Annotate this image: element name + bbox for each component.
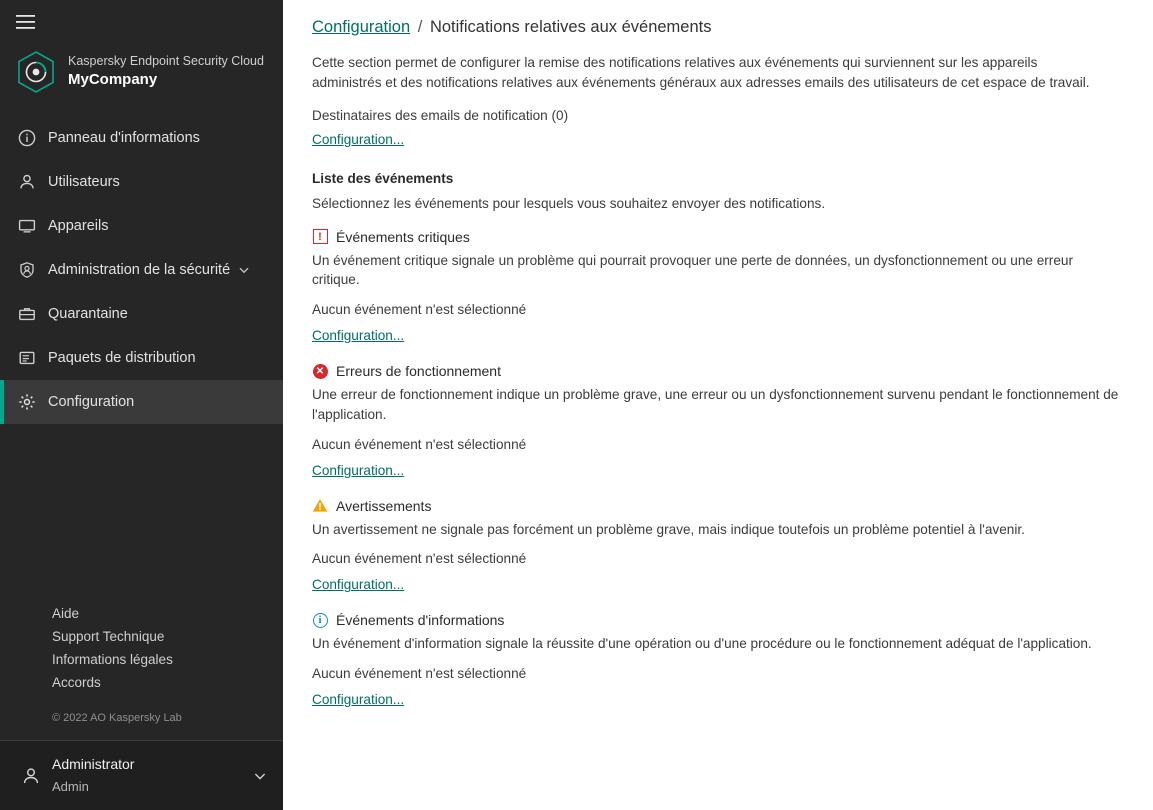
link-agreements[interactable]: Accords [52, 675, 101, 690]
sidebar-item-label: Quarantaine [48, 306, 128, 322]
sidebar [0, 0, 283, 810]
event-header [312, 612, 1129, 628]
warning-triangle-icon [312, 498, 328, 514]
event-name: Avertissements [336, 497, 432, 514]
event-status: Aucun événement n'est sélectionné [312, 666, 527, 681]
kaspersky-logo-icon [14, 50, 58, 94]
critical-event-glyph: ! [313, 229, 328, 244]
link-technical-support[interactable]: Support Technique [52, 629, 165, 644]
brand-block [0, 44, 283, 112]
user-icon [18, 173, 44, 191]
breadcrumb-separator: / [417, 18, 423, 36]
info-event-glyph: i [313, 613, 328, 628]
event-configure-link[interactable]: Configuration... [312, 692, 405, 707]
event-description: Un événement d'information signale la réussite d'une opération ou d'une procédure ou le fonctionnement adéquat de l'application. [312, 636, 1092, 652]
monitor-icon [18, 217, 44, 235]
event-description: Un avertissement ne signale pas forcément un problème grave, mais indique toutefois un problème potentiel à l'avenir. [312, 521, 1025, 537]
account-name: Administrator [52, 755, 135, 772]
sidebar-item-security-management[interactable] [0, 248, 283, 292]
event-group-informational [312, 612, 1129, 709]
event-description: Un événement critique signale un problème qui pourrait provoquer une perte de données, un dysfonctionnement ou une erreur critique. [312, 252, 1073, 288]
event-configure-link[interactable]: Configuration... [312, 577, 405, 593]
critical-event-icon [312, 229, 328, 245]
event-status: Aucun événement n'est sélectionné [312, 551, 527, 567]
event-name: Événements critiques [336, 228, 470, 245]
breadcrumb-configuration-link[interactable]: Configuration [312, 18, 411, 36]
event-configure-link[interactable]: Configuration... [312, 462, 405, 478]
recipients-label: Destinataires des emails de notification (0) [312, 107, 569, 123]
chevron-down-icon [238, 264, 250, 276]
account-menu[interactable] [0, 740, 283, 810]
user-avatar-icon [18, 766, 44, 786]
event-status: Aucun événement n'est sélectionné [312, 436, 527, 452]
package-icon [18, 349, 44, 367]
events-section-subtitle: Sélectionnez les événements pour lesquels vous souhaitez envoyer des notifications. [312, 195, 826, 211]
info-event-icon [312, 612, 328, 628]
event-group-critical [312, 229, 1129, 345]
functional-error-glyph: ✕ [313, 364, 328, 379]
gear-icon [18, 393, 44, 411]
breadcrumb [312, 18, 1129, 37]
sidebar-item-label: Panneau d'informations [48, 130, 200, 146]
sidebar-item-label: Appareils [48, 218, 109, 234]
sidebar-item-quarantine[interactable] [0, 292, 283, 336]
event-name: Événements d'informations [336, 612, 505, 629]
briefcase-icon [18, 305, 44, 323]
brand-product: Kaspersky Endpoint Security Cloud [68, 54, 264, 69]
account-role: Admin [52, 778, 89, 794]
copyright-text: © 2022 AO Kaspersky Lab [52, 712, 182, 724]
shield-user-icon [18, 261, 44, 279]
link-help[interactable]: Aide [52, 606, 80, 621]
hamburger-icon [16, 14, 36, 30]
info-circle-icon [18, 129, 44, 147]
page-title: Notifications relatives aux événements [429, 18, 712, 36]
recipients-configure-link[interactable]: Configuration... [312, 131, 405, 147]
sidebar-item-users[interactable] [0, 160, 283, 204]
event-header [312, 363, 1129, 379]
sidebar-item-configuration[interactable] [0, 380, 283, 424]
sidebar-nav [0, 116, 283, 424]
link-legal-information[interactable]: Informations légales [52, 652, 173, 667]
chevron-down-icon [253, 769, 267, 783]
event-header [312, 229, 1129, 245]
brand-company: MyCompany [68, 70, 158, 88]
events-section-title: Liste des événements [312, 170, 454, 186]
main-content [283, 0, 1153, 810]
menu-toggle-button[interactable] [0, 0, 283, 44]
functional-error-icon [312, 363, 328, 379]
sidebar-item-dashboard[interactable] [0, 116, 283, 160]
sidebar-item-label: Utilisateurs [48, 174, 120, 190]
event-configure-link[interactable]: Configuration... [312, 328, 405, 344]
sidebar-item-label: Configuration [48, 394, 135, 410]
sidebar-item-distribution-packages[interactable] [0, 336, 283, 380]
sidebar-spacer [0, 424, 283, 602]
event-header [312, 498, 1129, 514]
intro-text: Cette section permet de configurer la remise des notifications relatives aux événements qui surviennent sur les appareils administrés et des notifications relatives aux événements généraux aux adresses emails des utilisateurs de cet espace de travail. [312, 55, 1090, 91]
sidebar-item-label: Paquets de distribution [48, 350, 196, 366]
sidebar-item-label: Administration de la sécurité [48, 262, 231, 278]
event-status: Aucun événement n'est sélectionné [312, 302, 527, 318]
event-name: Erreurs de fonctionnement [336, 363, 501, 380]
sidebar-footer-links [0, 602, 283, 702]
event-description: Une erreur de fonctionnement indique un problème grave, une erreur ou un dysfonctionnement survenu pendant le fonctionnement de l'application. [312, 387, 1119, 422]
event-group-warnings [312, 498, 1129, 595]
sidebar-item-devices[interactable] [0, 204, 283, 248]
event-group-functional-errors [312, 363, 1129, 479]
